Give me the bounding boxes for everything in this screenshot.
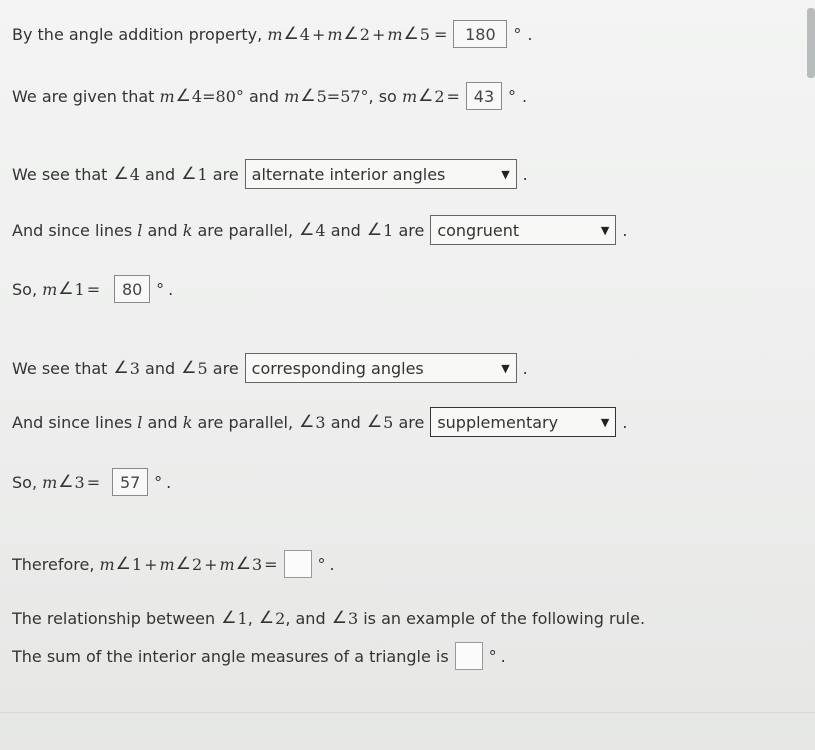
- answer-box-angle-sum[interactable]: 180: [453, 20, 507, 48]
- chevron-down-icon: ▼: [501, 167, 510, 181]
- divider: [0, 712, 815, 713]
- congruence-select-4-1[interactable]: congruent ▼: [430, 215, 616, 245]
- given-line: We are given that m ∠ 4 = 80 ° and m ∠ 5 = 57 ° , so m ∠ 2 = 43 ° .: [12, 80, 527, 112]
- answer-box-angle-3[interactable]: 57: [112, 468, 148, 496]
- triangle-sum-line: Therefore, m ∠ 1 + m ∠ 2 + m ∠ 3 = ° .: [12, 548, 335, 580]
- parallel-line-3-5: And since lines l and k are parallel, ∠ 3 and ∠ 5 are supplementary ▼ .: [12, 406, 627, 438]
- chevron-down-icon: ▼: [600, 415, 610, 429]
- answer-box-triangle-rule[interactable]: [455, 642, 483, 670]
- answer-box-triangle-sum[interactable]: [284, 550, 312, 578]
- relation-line-3-5: We see that ∠ 3 and ∠ 5 are corresponding angles ▼ .: [12, 352, 528, 384]
- parallel-line-4-1: And since lines l and k are parallel, ∠ 4 and ∠ 1 are congruent ▼ .: [12, 214, 627, 246]
- triangle-rule-line: The sum of the interior angle measures of a triangle is ° .: [12, 640, 506, 672]
- answer-box-angle-2[interactable]: 43: [466, 82, 502, 110]
- chevron-down-icon: ▼: [600, 223, 610, 237]
- angle-3-measure-line: So, m ∠ 3 = 57 ° .: [12, 466, 171, 498]
- angle-1-measure-line: So, m ∠ 1 = 80 ° .: [12, 273, 173, 305]
- angle-addition-line: By the angle addition property, m ∠ 4 + m ∠ 2 + m ∠ 5 = 180 ° .: [12, 18, 532, 50]
- relationship-statement: The relationship between ∠ 1 , ∠ 2 , and ∠ 3 is an example of the following rule.: [12, 608, 646, 628]
- relationship-select-3-5[interactable]: supplementary ▼: [430, 407, 616, 437]
- angle-relation-select-4-1[interactable]: alternate interior angles ▼: [245, 159, 517, 189]
- chevron-down-icon: ▼: [501, 361, 510, 375]
- angle-relation-select-3-5[interactable]: corresponding angles ▼: [245, 353, 517, 383]
- scrollbar[interactable]: [807, 8, 815, 78]
- answer-box-angle-1[interactable]: 80: [114, 275, 150, 303]
- relation-line-4-1: We see that ∠ 4 and ∠ 1 are alternate interior angles ▼ .: [12, 158, 528, 190]
